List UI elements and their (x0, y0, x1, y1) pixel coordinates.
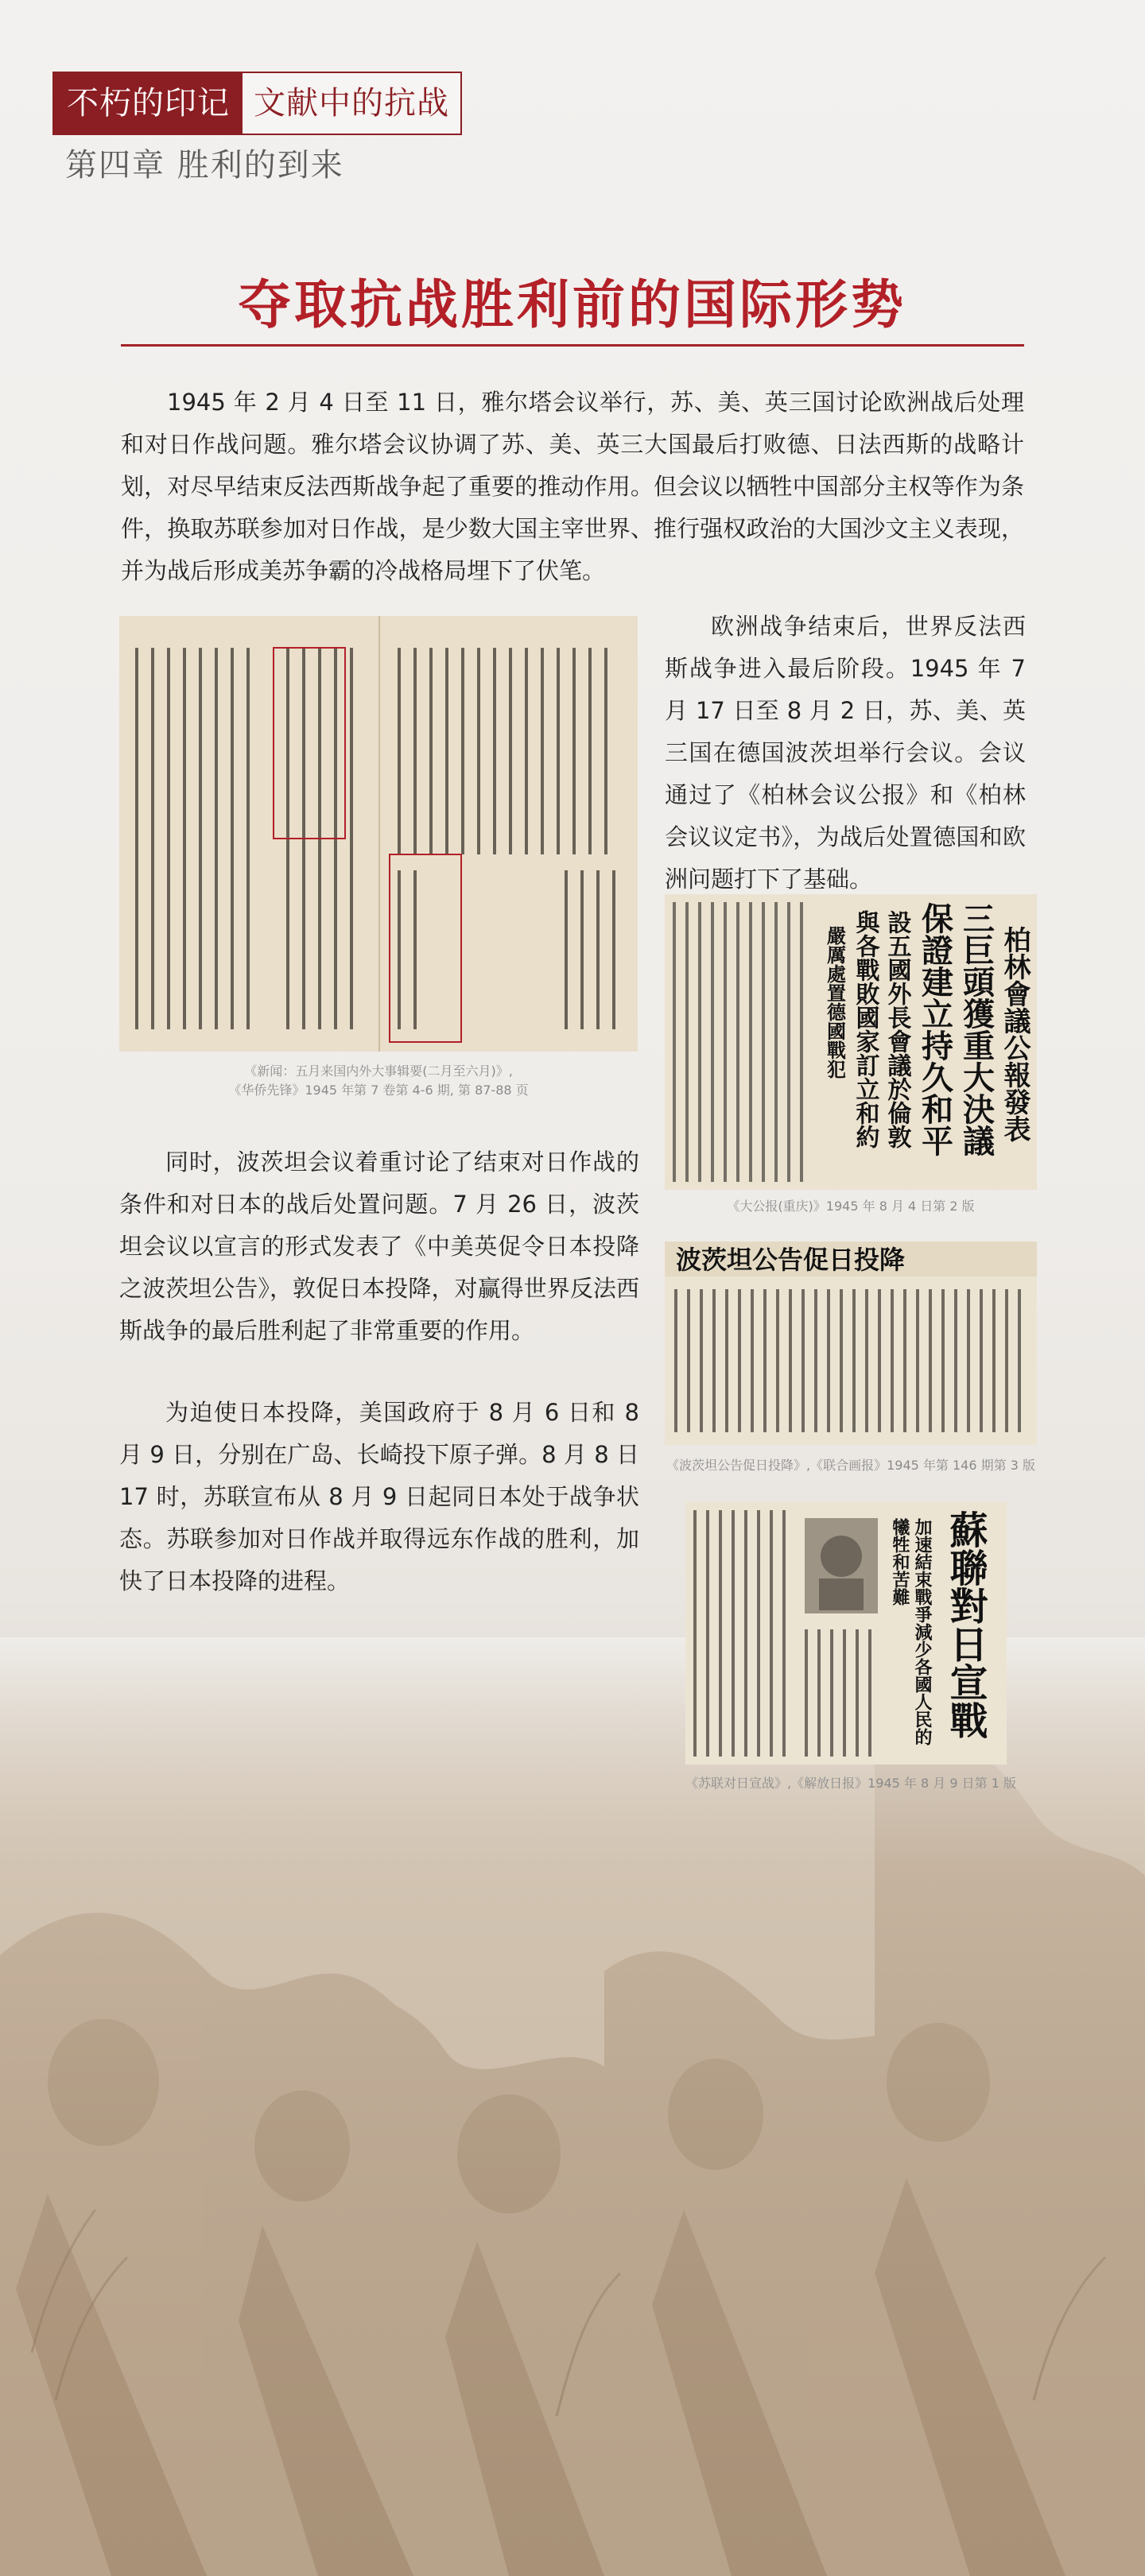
document-image-lianhe-huabao (665, 1242, 1037, 1445)
paragraph-yalta: 1945 年 2 月 4 日至 11 日，雅尔塔会议举行，苏、美、英三国讨论欧洲战后处理和对日作战问题。雅尔塔会议协调了苏、美、英三大国最后打败德、日法西斯的战略计划，对尽早结束反法西斯战争起了重要的推动作用。但会议以牺牲中国部分主权等作为条件，换取苏联参加对日作战，是少数大国主宰世界、推行强权政治的大国沙文主义表现，并为战后形成美苏争霸的冷战格局埋下了伏笔。 (121, 389, 1024, 584)
headline-potsdam: 波茨坦公告促日投降 (676, 1245, 906, 1275)
caption-jiefang-ribao: 《苏联对日宣战》,《解放日报》1945 年 8 月 9 日第 1 版 (685, 1776, 1016, 1791)
title-underline (121, 344, 1024, 347)
headline-declaration: 蘇聯對日宣戰 (943, 1510, 988, 1739)
headline-declaration-sub1: 加速結束戰爭減少各國人民的 (912, 1518, 933, 1745)
paragraph-atomic-bombs: 为迫使日本投降，美国政府于 8 月 6 日和 8 月 9 日，分别在广岛、长崎投下原子弹。8 月 8 日 17 时，苏联宣布从 8 月 9 日起同日本处于战争状态。苏联参加对日作战并取得远东作战的胜利，加快了日本投降的进程。 (119, 1399, 639, 1594)
headline-takungpao-sub5: 嚴厲處置德國戰犯 (823, 926, 847, 1079)
badge-primary-label: 不朽的印记 (54, 73, 243, 134)
headline-takungpao-sub1: 三巨頭獲重大決議 (957, 902, 996, 1156)
document-image-journal-pages (119, 616, 638, 1052)
headline-takungpao-main: 柏林會議公報發表 (999, 926, 1030, 1142)
page-title: 夺取抗战胜利前的国际形势 (239, 274, 906, 335)
headline-takungpao-sub4: 與各戰敗國家訂立和約 (851, 910, 879, 1149)
headline-takungpao-sub2: 保證建立持久和平 (916, 902, 954, 1156)
document-image-jiefang-ribao (685, 1502, 1007, 1764)
headline-takungpao-sub3: 設五國外長會議於倫敦 (883, 910, 911, 1149)
caption-lianhe-huabao: 《波茨坦公告促日投降》,《联合画报》1945 年第 146 期第 3 版 (666, 1458, 1035, 1473)
badge-secondary-label: 文献中的抗战 (243, 73, 460, 134)
document-image-takungpao (665, 894, 1037, 1190)
paragraph-potsdam: 欧洲战争结束后，世界反法西斯战争进入最后阶段。1945 年 7 月 17 日至 8 月 2 日，苏、美、英三国在德国波茨坦举行会议。会议通过了《柏林会议公报》和《柏林会议议定书》，为战后处置德国和欧洲问题打下了基础。 (665, 613, 1026, 893)
caption-takungpao: 《大公报(重庆)》1945 年 8 月 4 日第 2 版 (727, 1199, 975, 1214)
headline-declaration-sub2: 犧牲和苦難 (890, 1518, 910, 1606)
caption-journal-line1: 《新闻：五月来国内外大事辑要(二月至六月)》, (244, 1063, 513, 1079)
caption-journal-line2: 《华侨先锋》1945 年第 7 卷第 4-6 期, 第 87-88 页 (228, 1083, 529, 1098)
section-badge (52, 72, 462, 135)
paragraph-potsdam-declaration: 同时，波茨坦会议着重讨论了结束对日作战的条件和对日本的战后处置问题。7 月 26 日，波茨坦会议以宣言的形式发表了《中美英促令日本投降之波茨坦公告》，敦促日本投降，对赢得世界反法西斯战争的最后胜利起了非常重要的作用。 (119, 1149, 639, 1344)
chapter-heading: 第四章 胜利的到来 (65, 147, 344, 184)
